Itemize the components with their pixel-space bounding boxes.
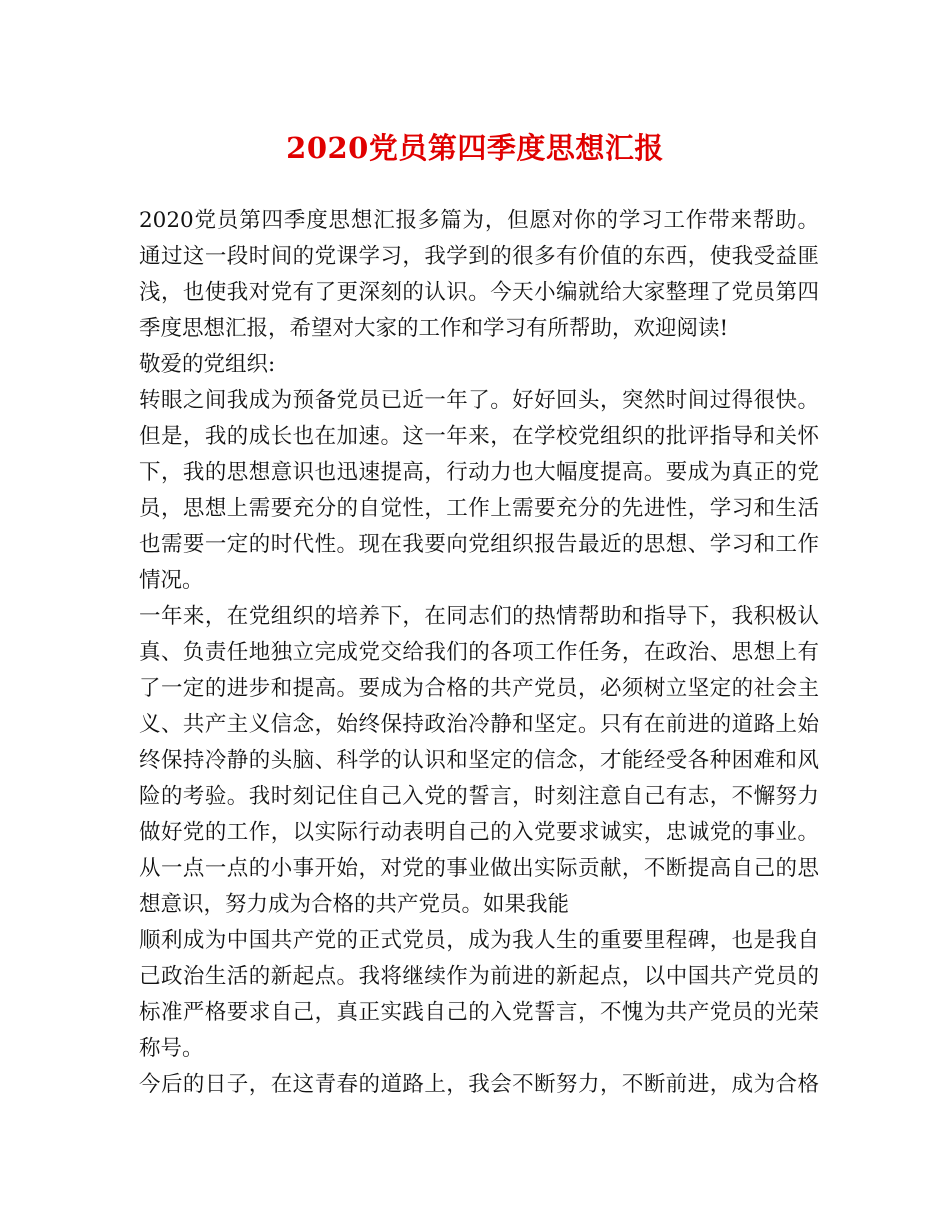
text-line: 也需要一定的时代性。现在我要向党组织报告最近的思想、学习和工作 (139, 532, 819, 557)
text-line: 想意识，努力成为合格的共产党员。如果我能 (139, 892, 570, 917)
text-line: 真、负责任地独立完成党交给我们的各项工作任务，在政治、思想上有 (139, 640, 819, 665)
text-line: 标准严格要求自己，真正实践自己的入党誓言，不愧为共产党员的光荣 (139, 1000, 819, 1025)
text-line: 终保持冷静的头脑、科学的认识和坚定的信念，才能经受各种困难和风 (139, 748, 819, 773)
document-title: 2020党员第四季度思想汇报 (286, 131, 664, 165)
text-line: 2020党员第四季度思想汇报多篇为，但愿对你的学习工作带来帮助。 (139, 208, 819, 233)
text-line: 浅，也使我对党有了更深刻的认识。今天小编就给大家整理了党员第四 (139, 280, 819, 305)
text-line: 了一定的进步和提高。要成为合格的共产党员，必须树立坚定的社会主 (139, 676, 819, 701)
text-line: 做好党的工作，以实际行动表明自己的入党要求诚实，忠诚党的事业。 (139, 820, 819, 845)
text-line: 险的考验。我时刻记住自己入党的誓言，时刻注意自己有志，不懈努力 (139, 784, 819, 809)
text-line: 通过这一段时间的党课学习，我学到的很多有价值的东西，使我受益匪 (139, 244, 819, 269)
text-line: 情况。 (139, 568, 204, 593)
text-line: 己政治生活的新起点。我将继续作为前进的新起点，以中国共产党员的 (139, 964, 819, 989)
text-line: 季度思想汇报，希望对大家的工作和学习有所帮助，欢迎阅读! (139, 316, 729, 341)
text-line: 顺利成为中国共产党的正式党员，成为我人生的重要里程碑，也是我自 (139, 928, 819, 953)
text-line: 下，我的思想意识也迅速提高，行动力也大幅度提高。要成为真正的党 (139, 460, 819, 485)
text-line: 今后的日子，在这青春的道路上，我会不断努力，不断前进，成为合格 (139, 1072, 819, 1097)
document-body (139, 203, 819, 1103)
text-line: 称号。 (139, 1036, 204, 1061)
text-line: 敬爱的党组织: (139, 352, 276, 377)
text-line: 从一点一点的小事开始，对党的事业做出实际贡献，不断提高自己的思 (139, 856, 819, 881)
text-line: 但是，我的成长也在加速。这一年来，在学校党组织的批评指导和关怀 (139, 424, 819, 449)
text-line: 员，思想上需要充分的自觉性，工作上需要充分的先进性，学习和生活 (139, 496, 819, 521)
text-line: 一年来，在党组织的培养下，在同志们的热情帮助和指导下，我积极认 (139, 604, 819, 629)
text-line: 义、共产主义信念，始终保持政治冷静和坚定。只有在前进的道路上始 (139, 712, 819, 737)
text-line: 转眼之间我成为预备党员已近一年了。好好回头，突然时间过得很快。 (139, 388, 819, 413)
